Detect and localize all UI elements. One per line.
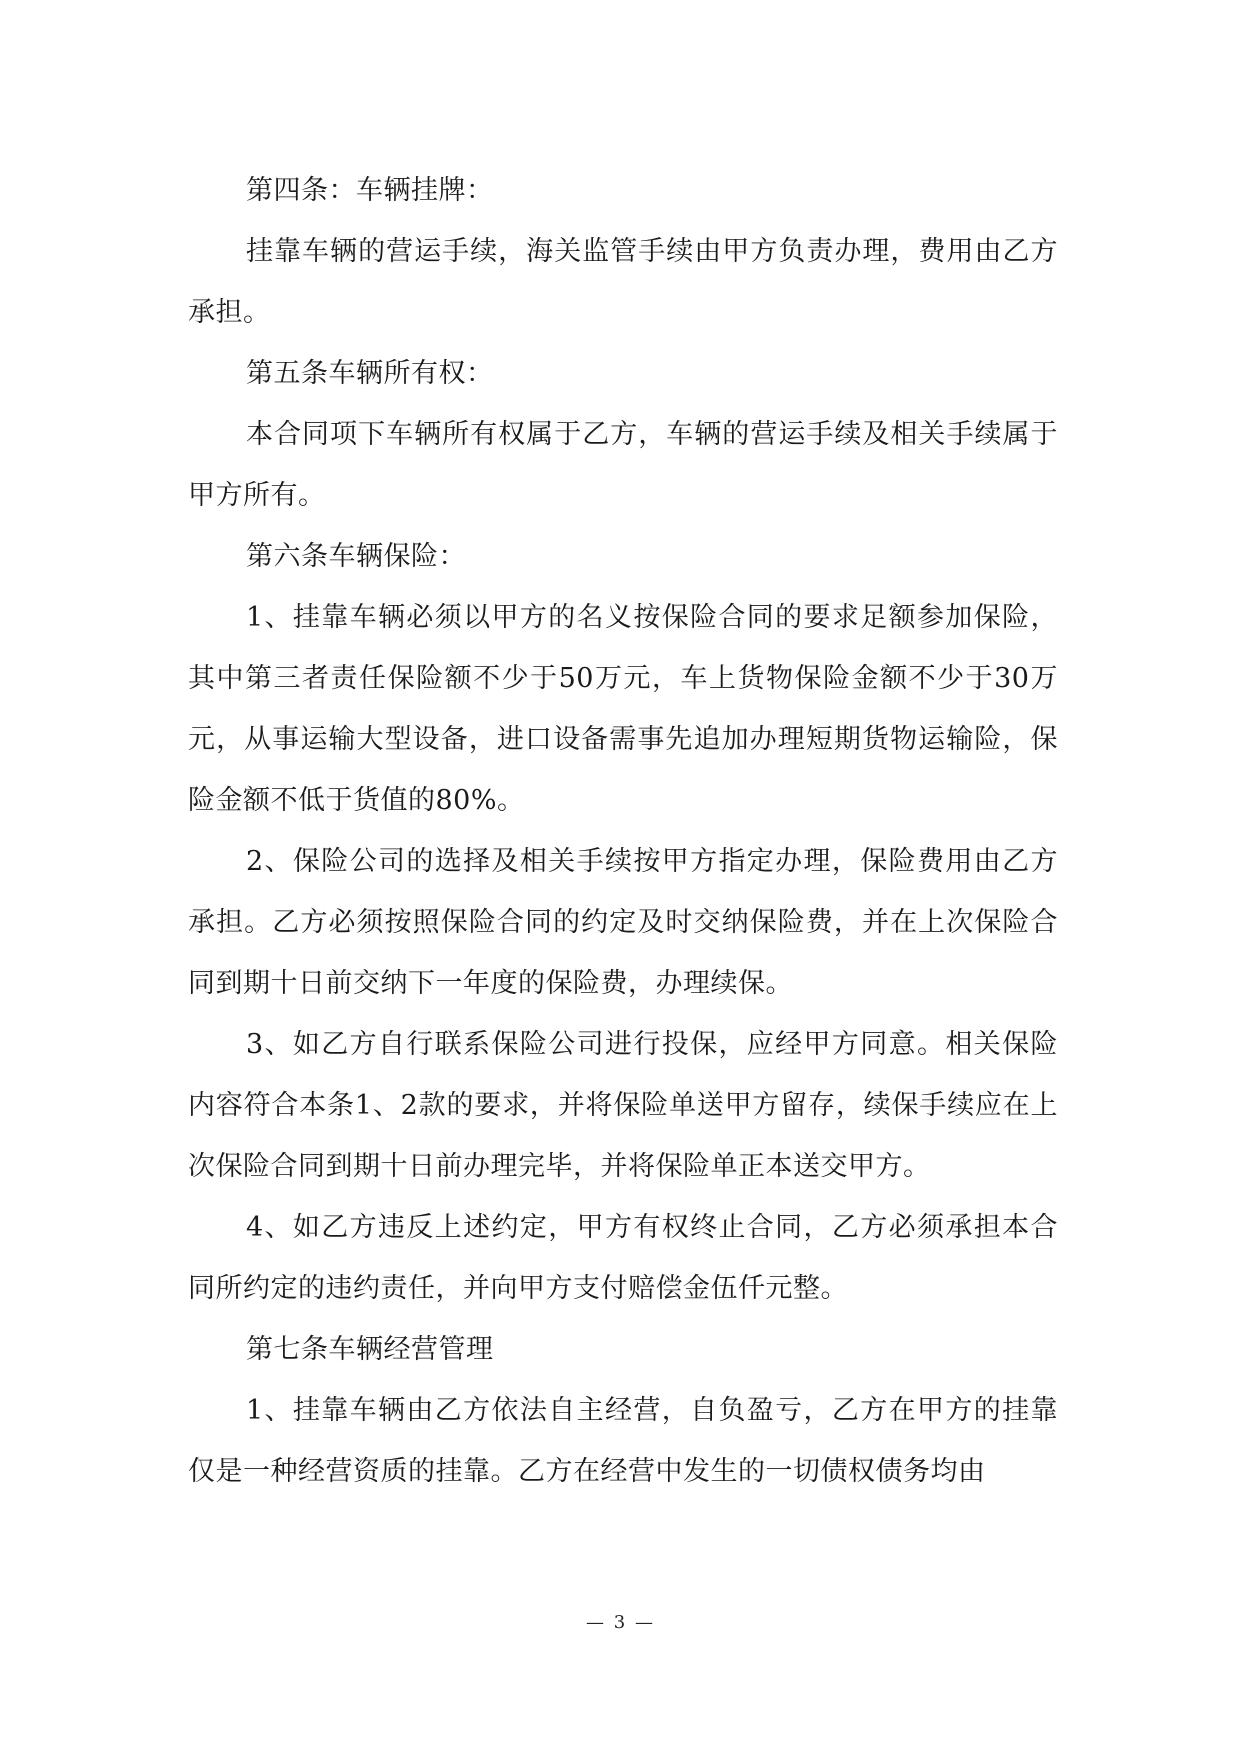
article-6-clause-1: 1、挂靠车辆必须以甲方的名义按保险合同的要求足额参加保险，其中第三者责任保险额不少于50万元，车上货物保险金额不少于30万元，从事运输大型设备，进口设备需事先追加办理短期货物运输险，保险金额不低于货值的80%。 (188, 602, 1058, 816)
article-4-text: 挂靠车辆的营运手续，海关监管手续由甲方负责办理，费用由乙方承担。 (188, 236, 1058, 328)
article-5-text: 本合同项下车辆所有权属于乙方，车辆的营运手续及相关手续属于甲方所有。 (188, 419, 1058, 511)
article-6-clause-3: 3、如乙方自行联系保险公司进行投保，应经甲方同意。相关保险内容符合本条1、2款的要求，并将保险单送甲方留存，续保手续应在上次保险合同到期十日前办理完毕，并将保险单正本送交甲方。 (188, 1029, 1058, 1182)
document-body (188, 160, 1058, 1502)
article-6-clause-2: 2、保险公司的选择及相关手续按甲方指定办理，保险费用由乙方承担。乙方必须按照保险合同的约定及时交纳保险费，并在上次保险合同到期十日前交纳下一年度的保险费，办理续保。 (188, 846, 1058, 999)
article-6-heading: 第六条车辆保险： (246, 541, 466, 572)
article-4-heading: 第四条：车辆挂牌： (246, 175, 494, 206)
article-7-heading: 第七条车辆经营管理 (246, 1334, 494, 1365)
article-7-clause-1: 1、挂靠车辆由乙方依法自主经营，自负盈亏，乙方在甲方的挂靠仅是一种经营资质的挂靠。乙方在经营中发生的一切债权债务均由 (188, 1395, 1058, 1487)
article-6-clause-4: 4、如乙方违反上述约定，甲方有权终止合同，乙方必须承担本合同所约定的违约责任，并向甲方支付赔偿金伍仟元整。 (188, 1212, 1058, 1304)
page-number: — 3 — (586, 1612, 655, 1633)
article-5-heading: 第五条车辆所有权： (246, 358, 494, 389)
